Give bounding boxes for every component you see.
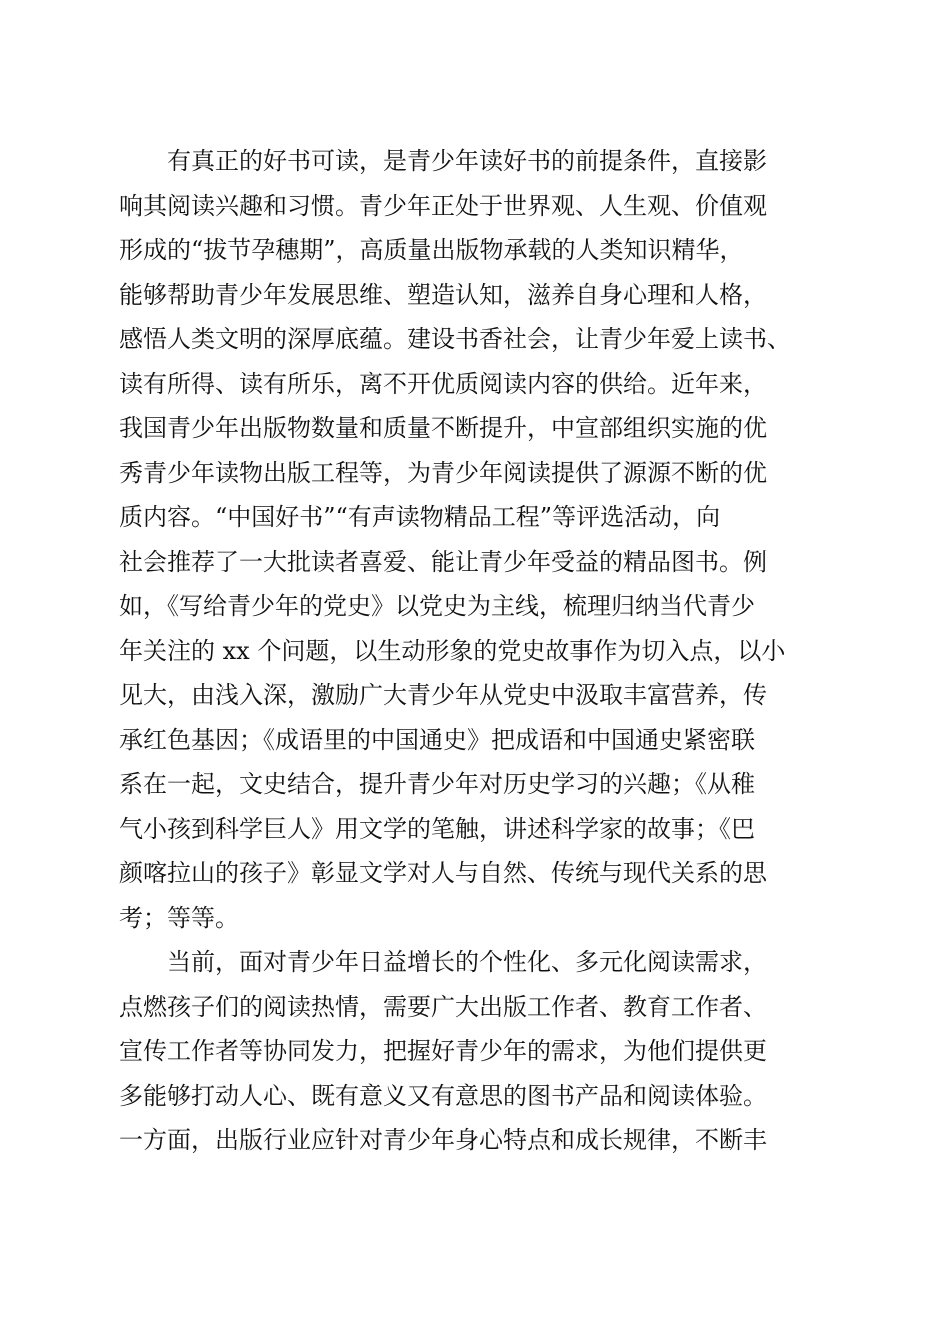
text-line: 当前，面对青少年日益增长的个性化、多元化阅读需求， [167,948,767,976]
text-line: 气小孩到科学巨人》用文学的笔触，讲述科学家的故事；《巴 [119,814,755,843]
text-line: 感悟人类文明的深厚底蕴。建设书香社会，让青少年爱上读书、 [119,325,791,353]
text-line: 秀青少年读物出版工程等，为青少年阅读提供了源源不断的优 [119,458,767,487]
text-line: 读有所得、读有所乐，离不开优质阅读内容的供给。近年来， [119,369,767,398]
text-line: 能够帮助青少年发展思维、塑造认知，滋养自身心理和人格， [119,280,767,309]
paragraph-1 [119,139,839,940]
text-line: 点燃孩子们的阅读热情，需要广大出版工作者、教育工作者、 [119,992,767,1021]
text-line: 我国青少年出版物数量和质量不断提升，中宣部组织实施的优 [119,414,767,442]
text-line: 承红色基因；《成语里的中国通史》把成语和中国通史紧密联 [119,725,755,754]
text-line: 一方面，出版行业应针对青少年身心特点和成长规律，不断丰 [119,1126,767,1154]
text-line: 宣传工作者等协同发力，把握好青少年的需求，为他们提供更 [119,1037,767,1065]
text-line: 多能够打动人心、既有意义又有意思的图书产品和阅读体验。 [119,1081,767,1110]
text-line: 颜喀拉山的孩子》彰显文学对人与自然、传统与现代关系的思 [119,859,767,887]
text-line: 形成的“拔节孕穗期”，高质量出版物承载的人类知识精华， [119,236,744,264]
text-line: 社会推荐了一大批读者喜爱、能让青少年受益的精品图书。例 [119,547,767,576]
text-line: 响其阅读兴趣和习惯。青少年正处于世界观、人生观、价值观 [119,191,767,220]
document-body [119,139,839,1163]
text-line: 见大，由浅入深，激励广大青少年从党史中汲取丰富营养，传 [119,681,767,709]
text-line: 有真正的好书可读，是青少年读好书的前提条件，直接影 [167,147,767,175]
text-line: 系在一起，文史结合，提升青少年对历史学习的兴趣；《从稚 [119,770,755,798]
paragraph-2 [119,940,839,1163]
text-line: 考；等等。 [119,903,239,932]
text-line: 如，《写给青少年的党史》以党史为主线，梳理归纳当代青少 [119,592,755,620]
text-line: 年关注的 xx 个问题，以生动形象的党史故事作为切入点，以小 [119,636,786,665]
text-line: 质内容。“中国好书”“有声读物精品工程”等评选活动，向 [119,503,721,531]
